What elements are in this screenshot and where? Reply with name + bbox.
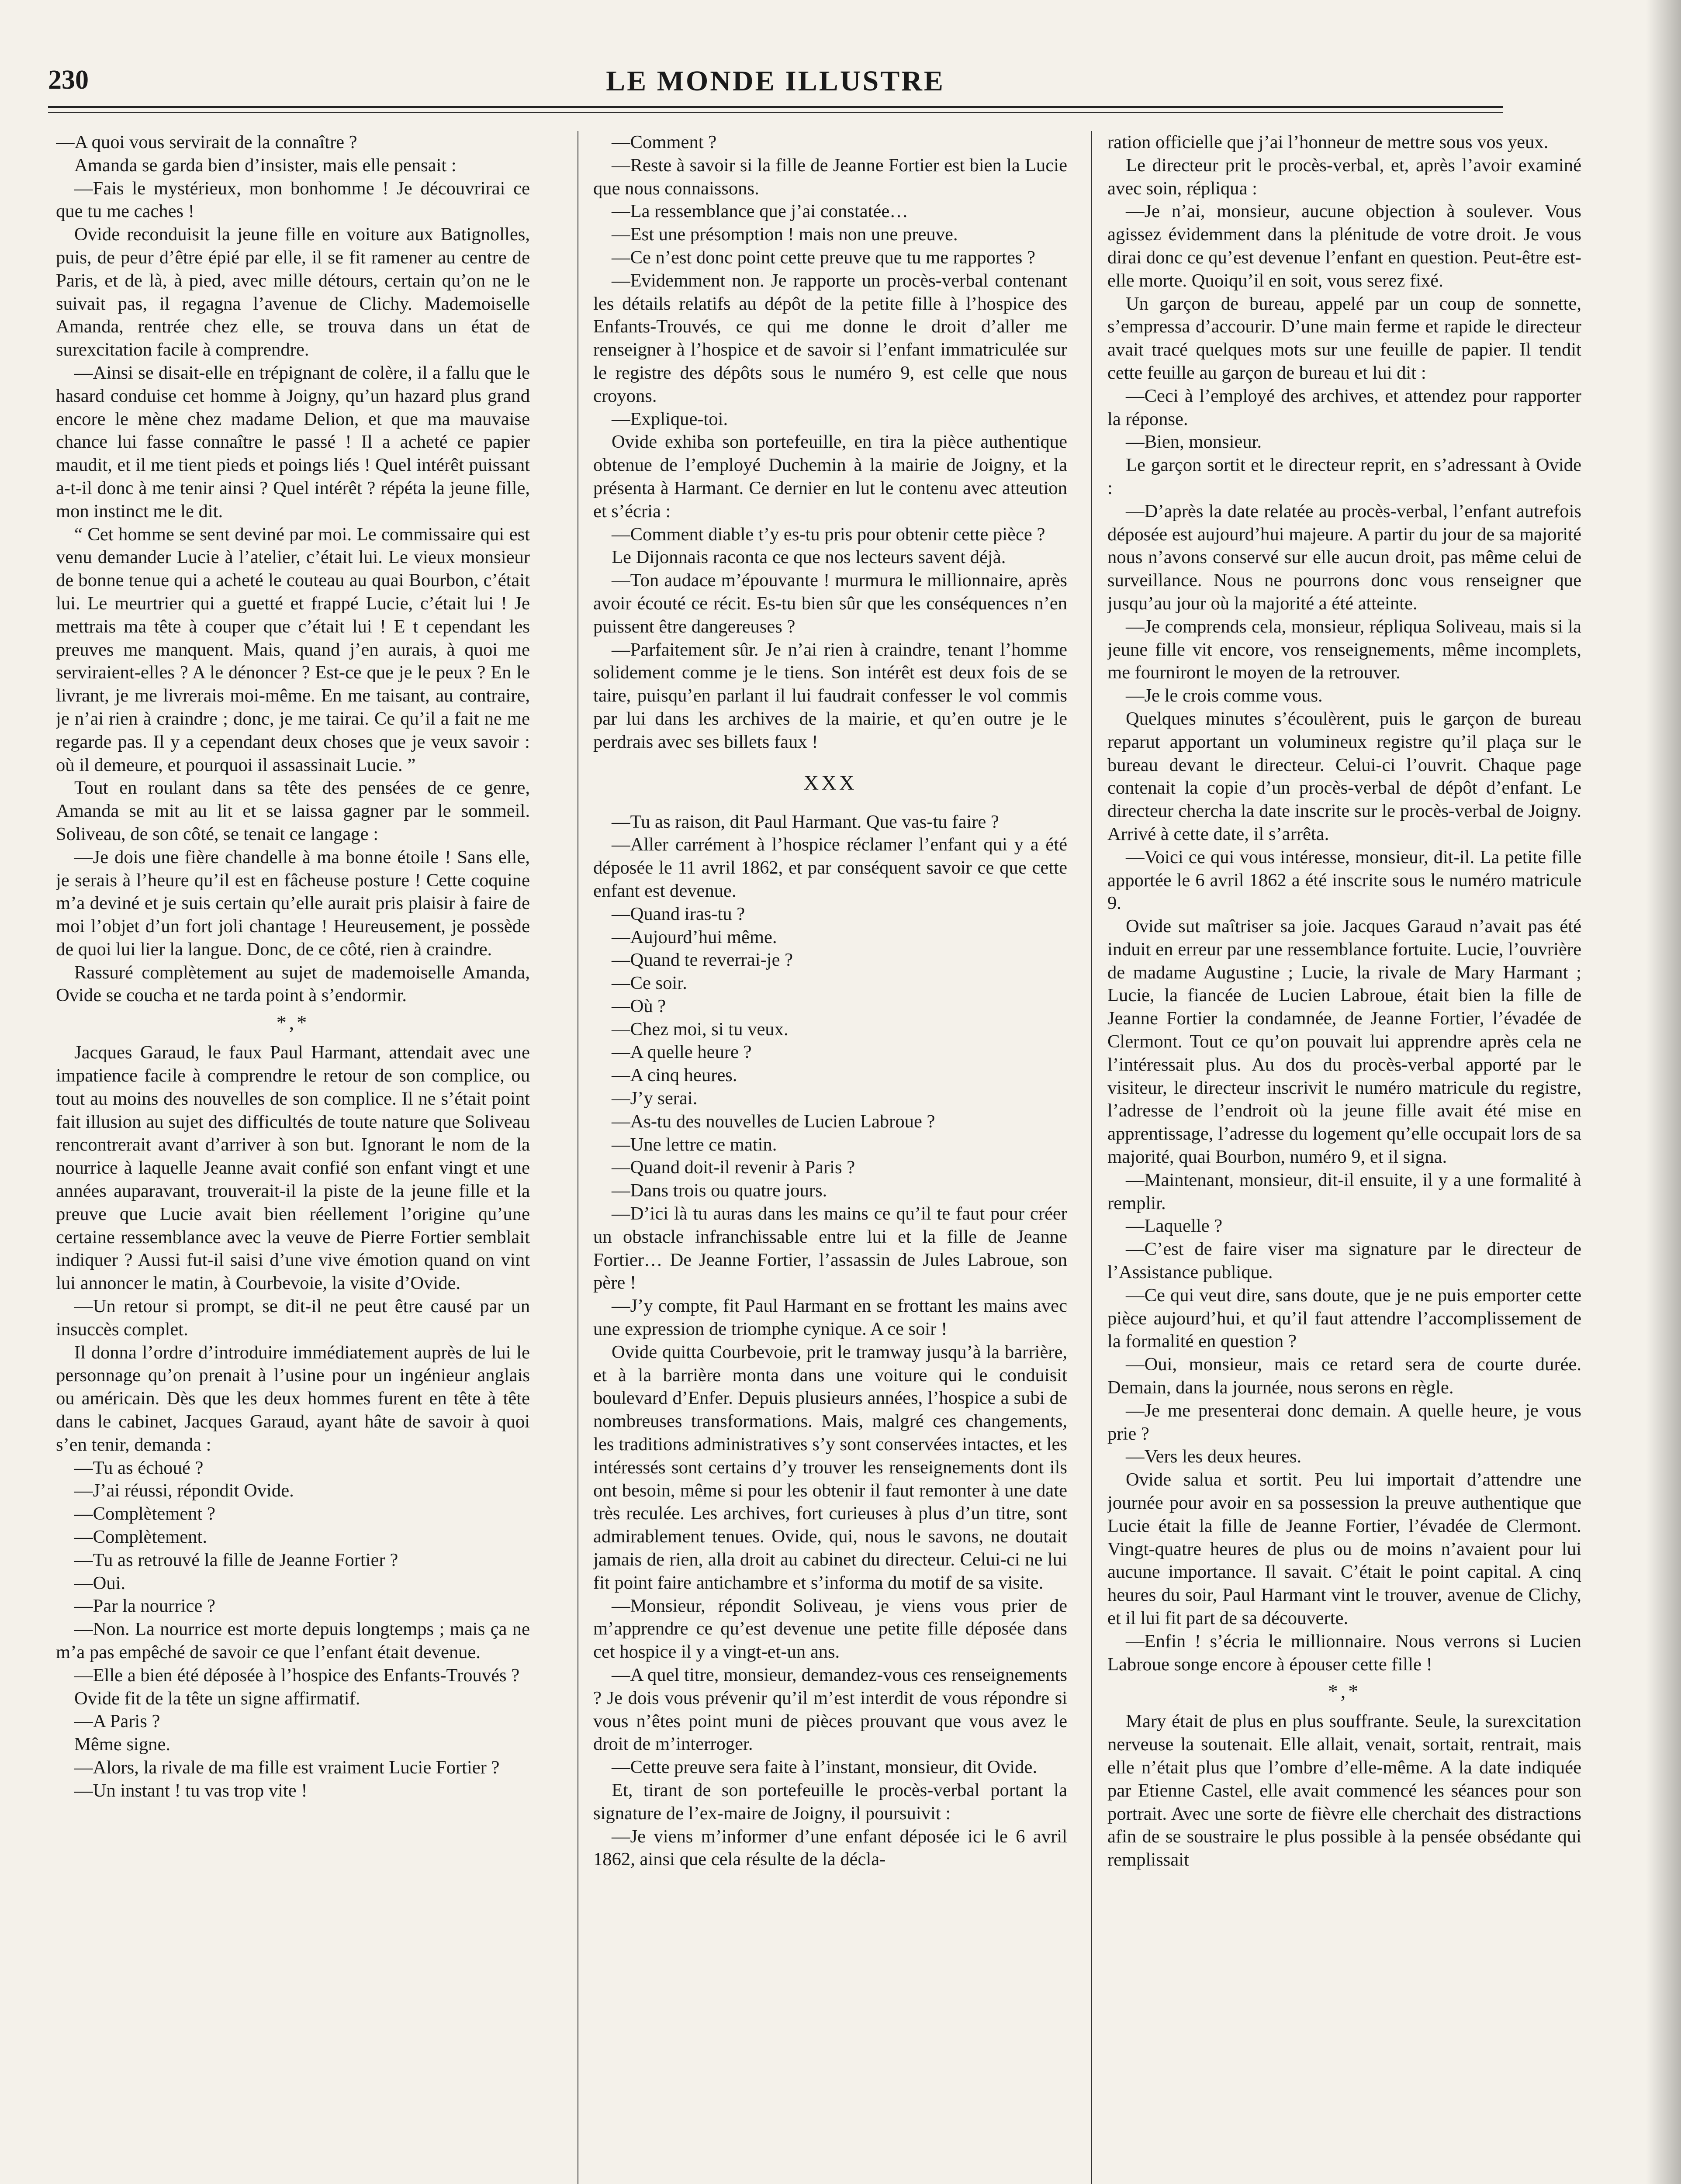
paragraph: —Elle a bien été déposée à l’hospice des Enfants-Trouvés ? (74, 1665, 520, 1686)
paragraph: —Ton audace m’épouvante ! murmura le millionnaire, après avoir écouté ce récit. Es-tu bien sûr que les conséquences n’en puissent être dangereuses ? (593, 570, 1067, 637)
paragraph: —Tu as échoué ? (74, 1457, 204, 1478)
page-number: 230 (48, 65, 89, 95)
paragraph: —Une lettre ce matin. (612, 1134, 777, 1155)
paragraph: —Ainsi se disait-elle en trépignant de colère, il a fallu que le hasard conduise cet homme à Joigny, qu’un hazard plus grand encore le mène chez madame Delion, et que ma mauvaise chance lui fasse connaître le passé ! Il a acheté ce papier maudit, et il me tient pieds et poings liés ! Quel intérêt puissant a-t-il donc à me tenir ainsi ? Quel intérêt ? répéta la jeune fille, mon instinct me le dit. (56, 362, 530, 522)
section-break-asterism: *,* (276, 1011, 310, 1034)
paragraph: Le Dijonnais raconta ce que nos lecteurs savent déjà. (612, 547, 1006, 568)
paragraph: Ovide salua et sortit. Peu lui importait d’attendre une journée pour avoir en sa possession la preuve authentique que Lucie était la fille de Jeanne Fortier, l’évadée de Clermont. Vingt-quatre heures de plus ou de moins n’avaient pour lui aucune importance. Il savait. C’était le point capital. A cinq heures du soir, Paul Harmant vint le trouver, avenue de Clichy, et il lui fit part de sa découverte. (1107, 1469, 1581, 1628)
paragraph: —Cette preuve sera faite à l’instant, monsieur, dit Ovide. (612, 1757, 1038, 1778)
paragraph: Ovide fit de la tête un signe affirmatif. (74, 1688, 360, 1709)
chapter-heading: XXX (803, 771, 857, 795)
paragraph: —Par la nourrice ? (74, 1596, 215, 1617)
paragraph: —A quel titre, monsieur, demandez-vous ces renseignements ? Je dois vous prévenir qu’il m’est interdit de vous répondre si vous n’êtes point muni de pièces prouvant que vous avez le droit de m’interroger. (593, 1665, 1067, 1755)
paragraph: —Maintenant, monsieur, dit-il ensuite, il y a une formalité à remplir. (1107, 1169, 1581, 1213)
paragraph: —Comment ? (612, 132, 717, 152)
paragraph: Même signe. (74, 1734, 171, 1755)
paragraph: —A cinq heures. (612, 1065, 737, 1086)
paragraph: —Je dois une fière chandelle à ma bonne étoile ! Sans elle, je serais à l’heure qu’il est en fâcheuse posture ! Cette coquine m’a deviné et je suis certain qu’elle aurait pris plaisir à faire de moi l’objet d’un fort joli chantage ! Heureusement, je possède de quoi lui lier la langue. Donc, de ce côté, rien à craindre. (56, 847, 530, 960)
paragraph: —Parfaitement sûr. Je n’ai rien à craindre, tenant l’homme solidement comme je le tiens. Son intérêt est deux fois de se taire, puisqu’en parlant il lui faudrait confesser le vol commis par lui dans les archives de la mairie, et qu’en outre je le perdrais avec ses billets faux ! (593, 639, 1067, 752)
paragraph: Un garçon de bureau, appelé par un coup de sonnette, s’empressa d’accourir. D’une main ferme et rapide le directeur avait tracé quelques mots sur une feuille de papier. Il tendit cette feuille au garçon de bureau et lui dit : (1107, 293, 1581, 383)
paragraph: —Bien, monsieur. (1126, 432, 1262, 453)
paragraph: —Ce qui veut dire, sans doute, que je ne puis emporter cette pièce aujourd’hui, et qu’il faut attendre l’accomplissement de la formalité en question ? (1107, 1285, 1581, 1352)
paragraph: Et, tirant de son portefeuille le procès-verbal portant la signature de l’ex-maire de Joigny, il poursuivit : (593, 1780, 1067, 1824)
header-rule (48, 112, 1503, 113)
paragraph: Rassuré complètement au sujet de mademoiselle Amanda, Ovide se coucha et ne tarda point à s’endormir. (56, 962, 530, 1006)
running-title: LE MONDE ILLUSTRE (606, 65, 945, 97)
paragraph: ration officielle que j’ai l’honneur de mettre sous vos yeux. (1107, 132, 1549, 152)
paragraph: —Où ? (612, 995, 666, 1016)
paragraph: —Tu as retrouvé la fille de Jeanne Fortier ? (74, 1549, 398, 1570)
paragraph: —Laquelle ? (1126, 1216, 1223, 1237)
paragraph: —Un retour si prompt, se dit-il ne peut être causé par un insuccès complet. (56, 1296, 530, 1340)
paragraph: Ovide quitta Courbevoie, prit le tramway jusqu’à la barrière, et à la barrière monta dans une voiture qui le conduisit boulevard d’Enfer. Depuis plusieurs années, l’hospice a subi de nombreuses transformations. Mais, malgré ces changements, les traditions administratives s’y sont conservées intactes, et les intéressés sont certains d’y trouver les renseignements dont ils ont besoin, même si pour les obtenir il faut remonter à une date très reculée. Les archives, fort curieuses à plus d’un titre, sont admirablement tenues. Ovide, qui, nous le savons, ne doutait jamais de rien, alla droit au cabinet du directeur. Celui-ci ne lui fit point faire antichambre et s’informa du motif de sa visite. (593, 1341, 1067, 1593)
paragraph: —Monsieur, répondit Soliveau, je viens vous prier de m’apprendre ce qu’est devenue une petite fille déposée dans cet hospice il y a vingt-et-un ans. (593, 1595, 1067, 1662)
paragraph: —Ce n’est donc point cette preuve que tu me rapportes ? (612, 247, 1035, 268)
paragraph: —Voici ce qui vous intéresse, monsieur, dit-il. La petite fille apportée le 6 avril 1862 a été inscrite sous le numéro matricule 9. (1107, 847, 1581, 914)
paragraph: —Non. La nourrice est morte depuis longtemps ; mais ça ne m’a pas empêché de savoir ce que l’enfant était devenue. (56, 1619, 530, 1662)
paragraph: —Je n’ai, monsieur, aucune objection à soulever. Vous agissez évidemment dans la plénitude de votre droit. Je vous dirai donc ce qu’est devenue l’enfant en question. Peut-être est-elle morte. Quoiqu’il en soit, vous serez fixé. (1107, 201, 1581, 291)
paragraph: Il donna l’ordre d’introduire immédiatement auprès de lui le personnage qu’on prenait à l’usine pour un ingénieur anglais ou américain. Dès que les deux hommes furent en tête à tête dans le cabinet, Jacques Garaud, ayant hâte de savoir à quoi s’en tenir, demanda : (56, 1342, 530, 1455)
paragraph: —La ressemblance que j’ai constatée… (612, 201, 908, 222)
paragraph: “ Cet homme se sent deviné par moi. Le commissaire qui est venu demander Lucie à l’atelier, c’était lui. Le vieux monsieur de bonne tenue qui a acheté le couteau au quai Bourbon, c’était lui. Le meurtrier qui a guetté et frappé Lucie, c’était lui ! Je mettrais ma tête à couper que c’était lui ! E t cependant les preuves me manquent. Mais, quand j’en aurais, à quoi me serviraient-elles ? A le dénoncer ? Est-ce que je le peux ? En le livrant, je me livrerais moi-même. En me taisant, au contraire, je n’ai rien à craindre ; donc, je me tairai. Ce qu’il a fait ne me regarde pas. Il y a cependant deux choses que je veux savoir : où il demeure, et pourquoi il assassinait Lucie. ” (56, 524, 530, 775)
paragraph: —C’est de faire viser ma signature par le directeur de l’Assistance publique. (1107, 1239, 1581, 1283)
paragraph: —Oui. (74, 1572, 126, 1593)
paragraph: —A quoi vous servirait de la connaître ? (56, 132, 357, 152)
paragraph: —Oui, monsieur, mais ce retard sera de courte durée. Demain, dans la journée, nous serons en règle. (1107, 1354, 1581, 1398)
paragraph: —Complètement ? (74, 1503, 215, 1524)
paragraph: —Ce soir. (612, 973, 687, 994)
paragraph: —Aller carrément à l’hospice réclamer l’enfant qui y a été déposée le 11 avril 1862, et par conséquent savoir ce que cette enfant est devenue. (593, 834, 1067, 901)
paragraph: —J’y serai. (612, 1088, 698, 1109)
page-edge-shadow (1646, 0, 1681, 2184)
paragraph: Jacques Garaud, le faux Paul Harmant, attendait avec une impatience facile à comprendre le retour de son complice, ou tout au moins des nouvelles de son complice. Il ne s’était point fait illusion au sujet des difficultés de toute nature que Soliveau rencontrerait avant d’arriver à son but. Ignorant le nom de la nourrice à laquelle Jeanne avait confié son enfant vingt et une années auparavant, trouverait-il la piste de la jeune fille et la preuve que Lucie avait bien réellement l’origine qu’une certaine ressemblance avec la veuve de Pierre Fortier semblait indiquer ? Aussi fut-il saisi d’une vive émotion quand on vint lui annoncer le matin, à Courbevoie, la visite d’Ovide. (56, 1042, 530, 1294)
paragraph: —Chez moi, si tu veux. (612, 1019, 789, 1040)
paragraph: —Evidemment non. Je rapporte un procès-verbal contenant les détails relatifs au dépôt de la petite fille à l’hospice des Enfants-Trouvés, ce qui me donne le droit d’aller me renseigner à l’hospice et de savoir si l’enfant immatriculée sur le registre des dépôts sous le numéro 9, est celle que nous croyons. (593, 270, 1067, 406)
paragraph: —Un instant ! tu vas trop vite ! (74, 1780, 308, 1801)
paragraph: Mary était de plus en plus souffrante. Seule, la surexcitation nerveuse la soutenait. Elle allait, venait, sortait, rentrait, mais elle n’était plus que l’ombre d’elle-même. A la date indiquée par Etienne Castel, elle avait commencé les séances pour son portrait. Avec une sorte de fièvre elle cherchait des distractions afin de se soustraire le plus possible à la pensée obsédante qui remplissait (1107, 1711, 1581, 1870)
paragraph: —Alors, la rivale de ma fille est vraiment Lucie Fortier ? (74, 1757, 500, 1778)
paragraph: —Je me presenterai donc demain. A quelle heure, je vous prie ? (1107, 1400, 1581, 1444)
paragraph: —J’y compte, fit Paul Harmant en se frottant les mains avec une expression de triomphe cynique. A ce soir ! (593, 1296, 1067, 1340)
paragraph: —Reste à savoir si la fille de Jeanne Fortier est bien la Lucie que nous connaissons. (593, 155, 1067, 199)
paragraph: —Tu as raison, dit Paul Harmant. Que vas-tu faire ? (612, 811, 999, 832)
page-header (48, 65, 1503, 108)
paragraph: —Fais le mystérieux, mon bonhomme ! Je découvrirai ce que tu me caches ! (56, 178, 530, 222)
paragraph: —Explique-toi. (612, 408, 728, 429)
column-divider (1091, 131, 1092, 2184)
paragraph: —Complètement. (74, 1527, 208, 1548)
paragraph: —A Paris ? (74, 1711, 160, 1732)
paragraph: Le directeur prit le procès-verbal, et, après l’avoir examiné avec soin, répliqua : (1107, 155, 1581, 199)
paragraph: —Quand doit-il revenir à Paris ? (612, 1157, 855, 1178)
column-3 (1107, 131, 1581, 2184)
paragraph: —Quand iras-tu ? (612, 903, 745, 924)
column-2 (593, 131, 1067, 2184)
paragraph: —Enfin ! s’écria le millionnaire. Nous verrons si Lucien Labroue songe encore à épouser cette fille ! (1107, 1631, 1581, 1675)
paragraph: —Comment diable t’y es-tu pris pour obtenir cette pièce ? (612, 524, 1045, 545)
paragraph: —D’ici là tu auras dans les mains ce qu’il te faut pour créer un obstacle infranchissable entre lui et la fille de Jeanne Fortier… De Jeanne Fortier, l’assassin de Jules Labroue, son père ! (593, 1203, 1067, 1293)
paragraph: —Je viens m’informer d’une enfant déposée ici le 6 avril 1862, ainsi que cela résulte de la décla- (593, 1826, 1067, 1870)
paragraph: Le garçon sortit et le directeur reprit, en s’adressant à Ovide : (1107, 455, 1581, 498)
paragraph: —Aujourd’hui même. (612, 926, 777, 947)
section-break-asterism: *,* (1328, 1680, 1361, 1703)
paragraph: —Quand te reverrai-je ? (612, 950, 793, 971)
paragraph: —Dans trois ou quatre jours. (612, 1180, 827, 1201)
paragraph: —Vers les deux heures. (1126, 1446, 1302, 1467)
paragraph: Quelques minutes s’écoulèrent, puis le garçon de bureau reparut apportant un volumineux registre qu’il plaça sur le bureau devant le directeur. Celui-ci l’ouvrit. Chaque page contenait la copie d’un procès-verbal de dépôt d’enfant. Le directeur chercha la date inscrite sur le procès-verbal de Joigny. Arrivé à cette date, il s’arrêta. (1107, 708, 1581, 844)
paragraph: Tout en roulant dans sa tête des pensées de ce genre, Amanda se mit au lit et se laissa gagner par le sommeil. Soliveau, de son côté, se tenait ce langage : (56, 778, 530, 844)
paragraph: Ovide exhiba son portefeuille, en tira la pièce authentique obtenue de l’employé Duchemin à la mairie de Joigny, et la présenta à Harmant. Ce dernier en lut le contenu avec atteution et s’écria : (593, 432, 1067, 522)
paragraph: —D’après la date relatée au procès-verbal, l’enfant autrefois déposée est aujourd’hui majeure. A partir du jour de sa majorité nous n’avons conservé sur elle aucun droit, pas même celui de surveillance. Nous ne pourrons donc vous renseigner que jusqu’au jour où la majorité a été atteinte. (1107, 501, 1581, 614)
paragraph: —Je le crois comme vous. (1126, 685, 1323, 706)
column-1 (56, 131, 530, 2184)
paragraph: —Ceci à l’employé des archives, et attendez pour rapporter la réponse. (1107, 385, 1581, 429)
paragraph: —As-tu des nouvelles de Lucien Labroue ? (612, 1111, 935, 1132)
paragraph: —J’ai réussi, répondit Ovide. (74, 1480, 294, 1501)
paragraph: Ovide sut maîtriser sa joie. Jacques Garaud n’avait pas été induit en erreur par une ressemblance fortuite. Lucie, l’ouvrière de madame Augustine ; Lucie, la rivale de Mary Harmant ; Lucie, la fiancée de Lucien Labroue, était bien la fille de Jeanne Fortier la condamnée, de Jeanne Fortier, l’évadée de Clermont. Tout ce qu’on pouvait lui apprendre après cela ne l’intéressait plus. Au dos du procès-verbal apporté par le visiteur, le directeur inscrivit le numéro matricule du registre, l’adresse de l’endroit où la jeune fille avait été mise en apprentissage, l’adresse du logement qu’elle occupait lors de sa majorité, quai Bourbon, numéro 9, et il signa. (1107, 916, 1581, 1168)
paragraph: —A quelle heure ? (612, 1042, 752, 1063)
paragraph: —Est une présomption ! mais non une preuve. (612, 224, 958, 245)
paragraph: Ovide reconduisit la jeune fille en voiture aux Batignolles, puis, de peur d’être épié par elle, il se fit ramener au centre de Paris, et de là, à pied, avec mille détours, certain qu’on ne le suivait pas, il regagna l’avenue de Clichy. Mademoiselle Amanda, rentrée chez elle, se trouva dans un état de surexcitation facile à comprendre. (56, 224, 530, 360)
paragraph: —Je comprends cela, monsieur, répliqua Soliveau, mais si la jeune fille vit encore, vos renseignements, même incomplets, me fourniront le moyen de la retrouver. (1107, 616, 1581, 683)
paragraph: Amanda se garda bien d’insister, mais elle pensait : (74, 155, 457, 176)
